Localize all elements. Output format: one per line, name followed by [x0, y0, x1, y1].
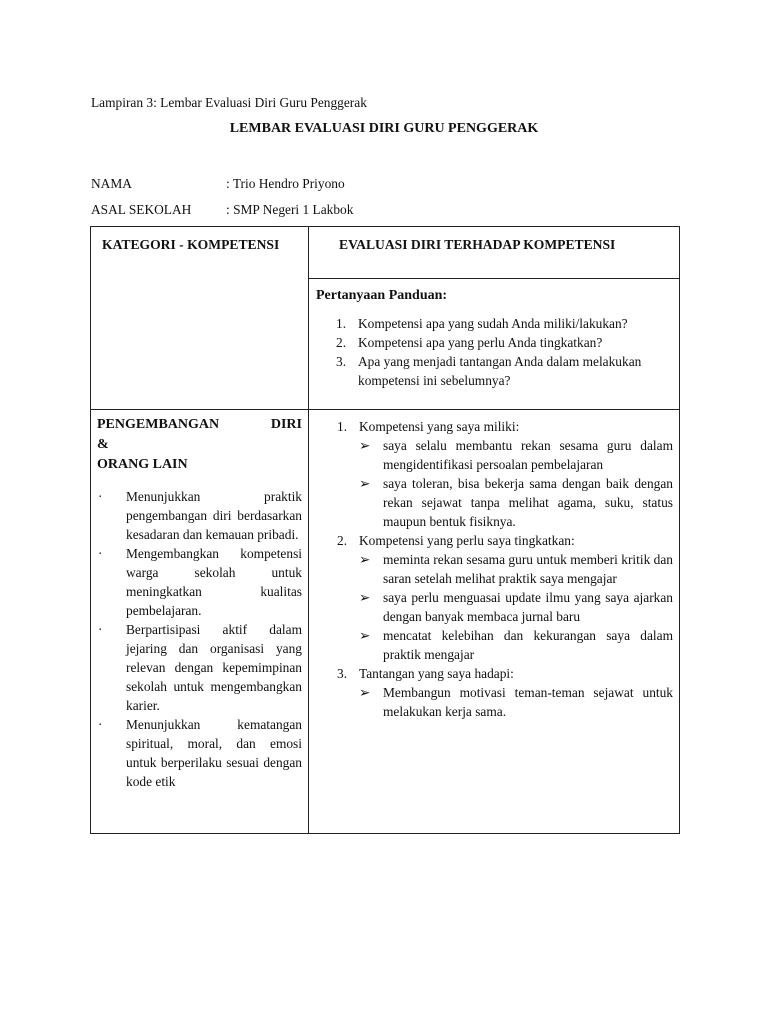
row-divider — [91, 409, 679, 410]
header-category: KATEGORI - KOMPETENSI — [102, 237, 280, 252]
header-evaluation: EVALUASI DIRI TERHADAP KOMPETENSI — [339, 237, 616, 252]
guide-question: 2. Kompetensi apa yang perlu Anda tingkatkan? — [336, 335, 603, 350]
evaluation-point: ➢ saya selalu membantu rekan sesama guru dalam mengidentifikasi persoalan pembelajaran — [359, 438, 673, 472]
evaluation-heading: 3. Tantangan yang saya hadapi: — [337, 666, 514, 681]
identity-row-school — [91, 200, 353, 219]
arrow-bullet-icon: ➢ — [359, 685, 371, 700]
arrow-bullet-icon: ➢ — [359, 552, 371, 567]
category-cell — [97, 415, 302, 791]
identity-value: : Trio Hendro Priyono — [226, 176, 345, 191]
header-divider — [308, 278, 679, 279]
guide-questions — [316, 286, 671, 390]
evaluation-heading: 2. Kompetensi yang perlu saya tingkatkan: — [337, 533, 575, 548]
competency-item: · Berpartisipasi aktif dalam jejaring dan organisasi yang relevan dengan kepemimpinan sekolah untuk mengembangkan karier. — [98, 622, 302, 713]
evaluation-cell — [337, 417, 673, 721]
arrow-bullet-icon: ➢ — [359, 628, 371, 643]
evaluation-point: ➢ saya perlu menguasai update ilmu yang saya ajarkan dengan banyak membaca jurnal baru — [359, 590, 673, 624]
evaluation-heading: 1. Kompetensi yang saya miliki: — [337, 419, 520, 434]
competency-item: · Mengembangkan kompetensi warga sekolah untuk meningkatkan kualitas pembelajaran. — [98, 546, 302, 618]
arrow-bullet-icon: ➢ — [359, 476, 371, 491]
identity-label: NAMA — [91, 176, 132, 191]
column-divider — [308, 227, 309, 833]
document-caption: Lampiran 3: Lembar Evaluasi Diri Guru Penggerak — [91, 95, 367, 110]
category-title — [97, 415, 302, 475]
guide-question: 1. Kompetensi apa yang sudah Anda miliki/lakukan? — [336, 316, 628, 331]
identity-value: : SMP Negeri 1 Lakbok — [226, 202, 354, 217]
evaluation-point: ➢ mencatat kelebihan dan kekurangan saya dalam praktik mengajar — [359, 628, 673, 662]
competency-item: · Menunjukkan praktik pengembangan diri berdasarkan kesadaran dan kemauan pribadi. — [98, 489, 302, 542]
identity-label: ASAL SEKOLAH — [91, 202, 192, 217]
evaluation-point: ➢ Membangun motivasi teman-teman sejawat untuk melakukan kerja sama. — [359, 685, 673, 719]
category-title-line: ORANG LAIN — [97, 457, 188, 472]
guide-title: Pertanyaan Panduan: — [316, 288, 448, 303]
arrow-bullet-icon: ➢ — [359, 590, 371, 605]
competency-item: · Menunjukkan kematangan spiritual, moral, dan emosi untuk berperilaku sesuai dengan kode etik — [98, 717, 302, 789]
category-title-line: PENGEMBANGAN DIRI & — [97, 417, 302, 452]
document-title: LEMBAR EVALUASI DIRI GURU PENGGERAK — [229, 121, 539, 136]
identity-row-name — [91, 174, 345, 193]
evaluation-point: ➢ meminta rekan sesama guru untuk memberi kritik dan saran setelah melihat praktik saya mengajar — [359, 552, 673, 586]
evaluation-table — [90, 226, 680, 834]
arrow-bullet-icon: ➢ — [359, 438, 371, 453]
evaluation-point: ➢ saya toleran, bisa bekerja sama dengan baik dengan rekan sejawat tanpa melihat agama, suku, status maupun bentuk fisiknya. — [359, 476, 673, 529]
guide-question: 3. Apa yang menjadi tantangan Anda dalam melakukan kompetensi ini sebelumnya? — [336, 354, 642, 388]
